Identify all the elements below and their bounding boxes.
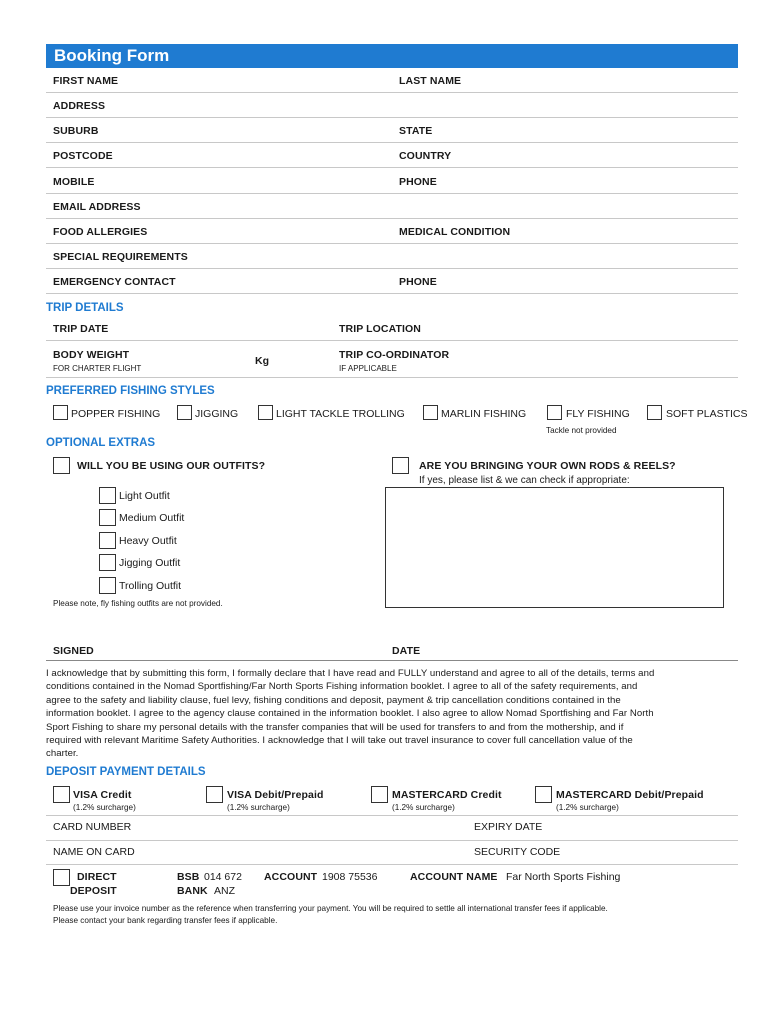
emergency-contact-label: EMERGENCY CONTACT bbox=[53, 276, 176, 288]
popper-fishing-checkbox[interactable] bbox=[53, 405, 68, 420]
visa-credit-checkbox[interactable] bbox=[53, 786, 70, 803]
row-divider bbox=[46, 840, 738, 841]
use-outfits-question: WILL YOU BE USING OUR OUTFITS? bbox=[77, 460, 266, 472]
trip-coordinator-label: TRIP CO-ORDINATOR bbox=[339, 349, 450, 361]
own-rods-checkbox[interactable] bbox=[392, 457, 409, 474]
state-label: STATE bbox=[399, 125, 433, 137]
trip-details-heading: TRIP DETAILS bbox=[46, 302, 124, 314]
bsb-label: BSB bbox=[177, 871, 200, 883]
mastercard-credit-label: MASTERCARD Credit bbox=[392, 789, 502, 801]
light-outfit-label: Light Outfit bbox=[119, 490, 170, 502]
mastercard-credit-surcharge: (1.2% surcharge) bbox=[392, 803, 455, 812]
country-label: COUNTRY bbox=[399, 150, 452, 162]
account-value: 1908 75536 bbox=[322, 871, 378, 883]
address-label: ADDRESS bbox=[53, 100, 106, 112]
security-code-label: SECURITY CODE bbox=[474, 846, 561, 858]
row-divider bbox=[46, 243, 738, 244]
declaration-line: I acknowledge that by submitting this form, I formally declare that I have read and FULLY understand and agree to all of the details, terms and bbox=[46, 668, 655, 679]
declaration-line: conditions contained in the Nomad Sportfishing/Far North Sports Fishing information booklet. I agree to all of the safety requirements, and bbox=[46, 681, 638, 693]
own-rods-question: ARE YOU BRINGING YOUR OWN RODS & REELS? bbox=[419, 460, 676, 472]
heavy-outfit-label: Heavy Outfit bbox=[119, 535, 177, 547]
medium-outfit-checkbox[interactable] bbox=[99, 509, 116, 526]
row-divider bbox=[46, 167, 738, 168]
body-weight-label: BODY WEIGHT bbox=[53, 349, 130, 361]
expiry-date-label: EXPIRY DATE bbox=[474, 821, 543, 833]
mastercard-credit-checkbox[interactable] bbox=[371, 786, 388, 803]
mastercard-debit-surcharge: (1.2% surcharge) bbox=[556, 803, 619, 812]
kg-unit-label: Kg bbox=[255, 355, 270, 367]
bank-label: BANK bbox=[177, 885, 208, 897]
transfer-reference-note: Please use your invoice number as the reference when transferring your payment. You will be required to settle all international transfer fees if applicable. bbox=[53, 904, 608, 913]
email-label: EMAIL ADDRESS bbox=[53, 201, 141, 213]
body-weight-note: FOR CHARTER FLIGHT bbox=[53, 364, 142, 373]
popper-fishing-label: POPPER FISHING bbox=[71, 408, 161, 420]
visa-debit-surcharge: (1.2% surcharge) bbox=[227, 803, 290, 812]
card-number-label: CARD NUMBER bbox=[53, 821, 132, 833]
visa-debit-label: VISA Debit/Prepaid bbox=[227, 789, 324, 801]
mobile-label: MOBILE bbox=[53, 176, 95, 188]
bsb-value: 014 672 bbox=[204, 871, 242, 883]
suburb-label: SUBURB bbox=[53, 125, 99, 137]
special-requirements-label: SPECIAL REQUIREMENTS bbox=[53, 251, 188, 263]
account-name-value: Far North Sports Fishing bbox=[506, 871, 621, 883]
declaration-line: information booklet. I agree to the agency clause contained in the information booklet. I also agree to allow Nomad Sportfishing and Far North bbox=[46, 708, 654, 720]
soft-plastics-checkbox[interactable] bbox=[647, 405, 662, 420]
first-name-label: FIRST NAME bbox=[53, 75, 119, 87]
fishing-styles-heading: PREFERRED FISHING STYLES bbox=[46, 385, 215, 397]
marlin-fishing-checkbox[interactable] bbox=[423, 405, 438, 420]
row-divider bbox=[46, 218, 738, 219]
visa-credit-surcharge: (1.2% surcharge) bbox=[73, 803, 136, 812]
emergency-phone-label: PHONE bbox=[399, 276, 437, 288]
medical-condition-label: MEDICAL CONDITION bbox=[399, 226, 511, 238]
signed-label: SIGNED bbox=[53, 645, 94, 657]
postcode-label: POSTCODE bbox=[53, 150, 113, 162]
row-divider bbox=[46, 117, 738, 118]
trip-location-label: TRIP LOCATION bbox=[339, 323, 421, 335]
marlin-fishing-label: MARLIN FISHING bbox=[441, 408, 527, 420]
declaration-paragraph bbox=[46, 667, 746, 761]
fly-fishing-note: Tackle not provided bbox=[546, 426, 617, 435]
visa-credit-label: VISA Credit bbox=[73, 789, 132, 801]
declaration-line: agree to the safety and liability clause, fuel levy, fishing conditions and deposit, payment & trip cancellation conditions contained in the bbox=[46, 694, 621, 706]
row-divider bbox=[46, 293, 738, 294]
declaration-line: required with relevant Maritime Safety Authorities. I acknowledge that I will take out travel insurance to cover full cancellation value of the bbox=[46, 735, 633, 747]
row-divider bbox=[46, 864, 738, 865]
optional-extras-heading: OPTIONAL EXTRAS bbox=[46, 437, 156, 449]
light-tackle-trolling-checkbox[interactable] bbox=[258, 405, 273, 420]
direct-deposit-label-line1: DIRECT bbox=[77, 871, 117, 883]
row-divider bbox=[46, 340, 738, 341]
jigging-outfit-checkbox[interactable] bbox=[99, 554, 116, 571]
row-divider bbox=[46, 193, 738, 194]
bank-fees-note: Please contact your bank regarding transfer fees if applicable. bbox=[53, 916, 278, 925]
light-tackle-trolling-label: LIGHT TACKLE TROLLING bbox=[276, 408, 405, 420]
trip-coordinator-note: IF APPLICABLE bbox=[339, 364, 397, 373]
last-name-label: LAST NAME bbox=[399, 75, 462, 87]
jigging-checkbox[interactable] bbox=[177, 405, 192, 420]
direct-deposit-label-line2: DEPOSIT bbox=[70, 885, 117, 897]
direct-deposit-checkbox[interactable] bbox=[53, 869, 70, 886]
row-divider bbox=[46, 92, 738, 93]
mastercard-debit-checkbox[interactable] bbox=[535, 786, 552, 803]
rods-list-textarea[interactable] bbox=[385, 487, 724, 608]
mastercard-debit-label: MASTERCARD Debit/Prepaid bbox=[556, 789, 704, 801]
jigging-label: JIGGING bbox=[195, 408, 239, 420]
declaration-line: Sport Fishing to share my personal details with the transfer companies that will be used for transfers to and from the mothership, and if bbox=[46, 721, 624, 733]
light-outfit-checkbox[interactable] bbox=[99, 487, 116, 504]
outfits-note: Please note, fly fishing outfits are not provided. bbox=[53, 599, 223, 608]
row-divider bbox=[46, 815, 738, 816]
payment-heading: DEPOSIT PAYMENT DETAILS bbox=[46, 766, 206, 778]
use-outfits-checkbox[interactable] bbox=[53, 457, 70, 474]
heavy-outfit-checkbox[interactable] bbox=[99, 532, 116, 549]
phone-label: PHONE bbox=[399, 176, 437, 188]
bank-value: ANZ bbox=[214, 885, 235, 897]
name-on-card-label: NAME ON CARD bbox=[53, 846, 135, 858]
fly-fishing-checkbox[interactable] bbox=[547, 405, 562, 420]
trolling-outfit-checkbox[interactable] bbox=[99, 577, 116, 594]
declaration-line: charter. bbox=[46, 748, 79, 760]
jigging-outfit-label: Jigging Outfit bbox=[119, 557, 181, 569]
signature-divider bbox=[46, 660, 738, 661]
row-divider bbox=[46, 377, 738, 378]
food-allergies-label: FOOD ALLERGIES bbox=[53, 226, 148, 238]
fly-fishing-label: FLY FISHING bbox=[566, 408, 630, 420]
row-divider bbox=[46, 268, 738, 269]
account-label: ACCOUNT bbox=[264, 871, 318, 883]
row-divider bbox=[46, 142, 738, 143]
visa-debit-checkbox[interactable] bbox=[206, 786, 223, 803]
account-name-label: ACCOUNT NAME bbox=[410, 871, 498, 883]
own-rods-hint: If yes, please list & we can check if appropriate: bbox=[419, 475, 630, 486]
form-title: Booking Form bbox=[46, 44, 738, 68]
soft-plastics-label: SOFT PLASTICS bbox=[666, 408, 748, 420]
trip-date-label: TRIP DATE bbox=[53, 323, 109, 335]
date-label: DATE bbox=[392, 645, 421, 657]
trolling-outfit-label: Trolling Outfit bbox=[119, 580, 182, 592]
medium-outfit-label: Medium Outfit bbox=[119, 512, 185, 524]
